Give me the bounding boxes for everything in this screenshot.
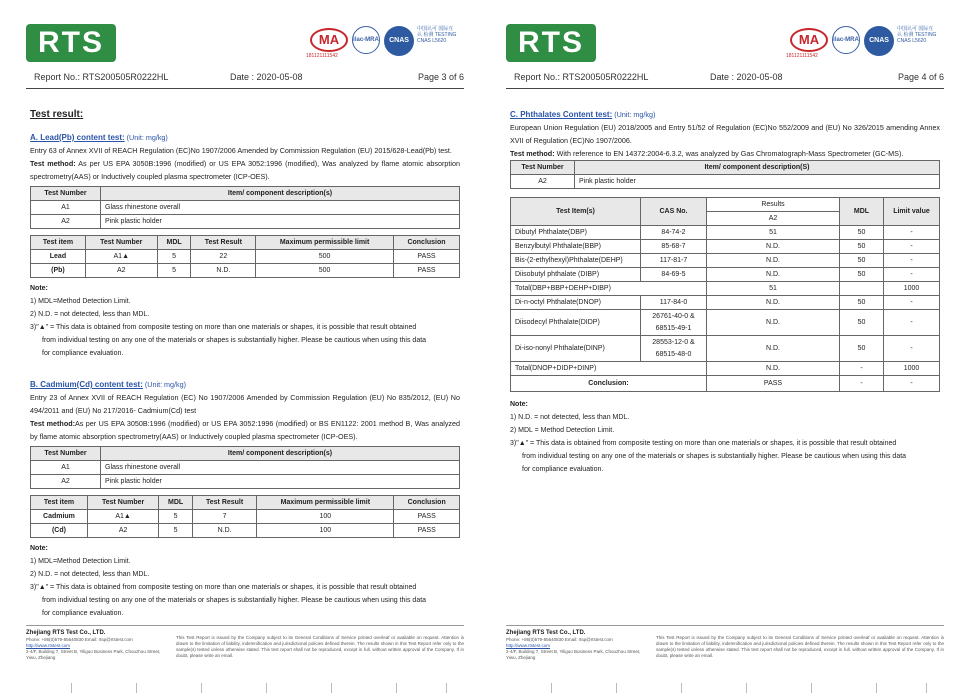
table-cell: 117-84-0 (641, 296, 707, 310)
cnas-text: 中国认可 国际互认 检测 TESTING CNAS L5620 (417, 26, 457, 44)
method-label: Test method: (30, 159, 76, 168)
table-header: MDL (157, 236, 191, 250)
table-row (511, 254, 940, 268)
table-cell: Pink plastic holder (575, 175, 940, 189)
table-cell: N.D. (707, 254, 840, 268)
table-cell: 50 (840, 240, 884, 254)
ma-logo: MA (310, 28, 348, 52)
section-a-items-table (30, 186, 460, 229)
page-content (30, 108, 460, 620)
note-line: for compliance evaluation. (42, 610, 124, 617)
table-cell: - (884, 240, 940, 254)
table-cell: A2 (87, 524, 158, 538)
table-cell: - (840, 362, 884, 376)
table-cell: PASS (394, 250, 460, 264)
section-a-method (30, 157, 460, 183)
table-cell: Lead (31, 250, 86, 264)
note-line: from individual testing on any one of the materials or shapes is substantially higher. Please be cautious when using this data (42, 597, 427, 604)
footer-address: 2-4/F, Building 7, Street B, Yiliguo Business Park, Chouzhou Street, Yiwu, Zhejiang (26, 649, 161, 660)
section-b-title: B. Cadmium(Cd) content test: (30, 380, 143, 389)
ilac-mra-logo: ilac-MRA (352, 26, 380, 54)
table-header: MDL (840, 198, 884, 226)
table-header-row (511, 198, 940, 212)
table-header: Test Item(s) (511, 198, 641, 226)
accreditation-logos (786, 26, 940, 60)
rts-logo: RTS (506, 24, 596, 62)
table-cell: N.D. (707, 310, 840, 336)
table-cell: N.D. (707, 240, 840, 254)
footer-ticks (506, 683, 944, 693)
table-header: Conclusion (394, 496, 460, 510)
table-cell: - (884, 254, 940, 268)
table-cell: (Cd) (31, 524, 88, 538)
footer-ticks (26, 683, 464, 693)
page-header (26, 18, 464, 82)
table-row (31, 250, 460, 264)
table-cell: 50 (840, 268, 884, 282)
table-row (31, 510, 460, 524)
header-divider (506, 88, 944, 89)
table-header: Conclusion (394, 236, 460, 250)
section-c-items-table (510, 160, 940, 189)
table-header-row (31, 187, 460, 201)
section-a-results-table (30, 235, 460, 278)
table-row (31, 524, 460, 538)
page-header (506, 18, 944, 82)
table-row (31, 201, 460, 215)
table-cell: 7 (192, 510, 256, 524)
page-number: Page 4 of 6 (897, 72, 944, 82)
table-cell: 50 (840, 254, 884, 268)
note-line: 2) MDL = Method Detection Limit. (510, 427, 615, 434)
footer-contact: Phone: +86(0)579-85640830 Email: rtsp@rtstest.com (506, 637, 613, 642)
table-cell: 5 (159, 510, 193, 524)
table-cell: N.D. (707, 296, 840, 310)
section-b-results-table (30, 495, 460, 538)
table-cell: Pink plastic holder (101, 215, 460, 229)
table-cell: Diisobutyl phthalate (DIBP) (511, 268, 641, 282)
section-b (30, 378, 460, 620)
footer-address: 2-4/F, Building 7, Street B, Yiliguo Business Park, Chouzhou Street, Yiwu, Zhejiang (506, 649, 641, 660)
table-row (31, 475, 460, 489)
table-cell: - (884, 268, 940, 282)
report-date: Date : 2020-05-08 (710, 72, 783, 82)
table-header: Test item (31, 496, 88, 510)
table-cell: PASS (394, 524, 460, 538)
table-header-row (31, 496, 460, 510)
table-cell: Di-n-octyl Phthalate(DNOP) (511, 296, 641, 310)
table-row (511, 376, 940, 392)
table-header: Test Number (31, 187, 101, 201)
table-cell: 1000 (884, 362, 940, 376)
table-cell: 50 (840, 310, 884, 336)
table-cell: Dibutyl Phthalate(DBP) (511, 226, 641, 240)
table-row (511, 362, 940, 376)
rts-logo: RTS (26, 24, 116, 62)
table-header: Test Result (192, 496, 256, 510)
table-header: Test item (31, 236, 86, 250)
section-c-method (510, 147, 940, 160)
note-title: Note: (30, 545, 48, 552)
table-cell: A1 (31, 461, 101, 475)
table-cell: 84-69-5 (641, 268, 707, 282)
table-row (511, 336, 940, 362)
section-a-notes (30, 282, 460, 360)
table-header-row (511, 161, 940, 175)
table-cell: 51 (707, 226, 840, 240)
section-a-unit: (Unit: mg/kg) (124, 133, 168, 142)
table-row (511, 175, 940, 189)
table-cell: Benzylbutyl Phthalate(BBP) (511, 240, 641, 254)
note-line: from individual testing on any one of the materials or shapes is substantially higher. Please be cautious when using this data (522, 453, 907, 460)
note-line: 3)"▲" = This data is obtained from composite testing on more than one materials or shapes, it is possible that result obtained (30, 324, 417, 331)
table-header: Item/ component description(s) (101, 447, 460, 461)
table-cell: Bis-(2-ethylhexyl)Phthalate(DEHP) (511, 254, 641, 268)
table-row (511, 282, 940, 296)
table-header: Item/ component description(s) (101, 187, 460, 201)
table-row (511, 268, 940, 282)
section-c-notes (510, 398, 940, 476)
table-cell: N.D. (191, 264, 256, 278)
table-cell: A2 (31, 215, 101, 229)
table-cell: - (884, 310, 940, 336)
method-label: Test method: (30, 419, 75, 428)
table-cell: 100 (257, 510, 394, 524)
table-cell: Diisodecyl Phthalate(DIDP) (511, 310, 641, 336)
note-title: Note: (30, 285, 48, 292)
table-header: MDL (159, 496, 193, 510)
table-header: Test Result (191, 236, 256, 250)
table-row (511, 310, 940, 336)
method-label: Test method: (510, 149, 555, 158)
page-footer (26, 625, 464, 681)
section-c-results-table (510, 197, 940, 392)
table-cell: PASS (394, 264, 460, 278)
table-cell: N.D. (707, 268, 840, 282)
table-cell: Glass rhinestone overall (101, 201, 460, 215)
table-cell: - (884, 296, 940, 310)
table-cell: A1▲ (87, 510, 158, 524)
method-text: With reference to EN 14372:2004-6.3.2, was analyzed by Gas Chromatograph-Mass Spectrometer (GC-MS). (554, 149, 904, 158)
table-cell: 5 (157, 264, 191, 278)
page-content (510, 108, 940, 476)
table-row (511, 296, 940, 310)
table-cell: N.D. (192, 524, 256, 538)
table-header: Test Number (31, 447, 101, 461)
table-cell: 500 (256, 264, 394, 278)
method-text: As per US EPA 3050B:1996 (modified) or US EPA 3052:1996 (modified), Was analyzed by flame atomic absorption spectrometry(AAS) or Inductively coupled plasma spectrometer (ICP-OES). (30, 159, 460, 181)
ma-number: 181121111542 (306, 53, 338, 59)
table-cell: (Pb) (31, 264, 86, 278)
table-cell: A1 (31, 201, 101, 215)
page-footer (506, 625, 944, 681)
section-b-entry: Entry 23 of Annex XVII of REACH Regulation (EC) No 1907/2006 Amended by Commission Regulation (EU) No 835/2012, (EU) No 494/2011 and (EU) No 217/2016- Cadmium(Cd) test (30, 393, 460, 415)
table-cell: PASS (394, 510, 460, 524)
conclusion-label: Conclusion: (511, 376, 707, 392)
note-line: 3)"▲" = This data is obtained from composite testing on more than one materials or shapes, it is possible that result obtained (30, 584, 417, 591)
table-cell: - (884, 376, 940, 392)
note-line: 1) MDL=Method Detection Limit. (30, 298, 131, 305)
table-cell: PASS (707, 376, 840, 392)
table-cell: A2 (31, 475, 101, 489)
ma-logo: MA (790, 28, 828, 52)
note-line: for compliance evaluation. (522, 466, 604, 473)
table-cell: N.D. (707, 362, 840, 376)
table-header: Test Number (85, 236, 157, 250)
table-cell: 51 (707, 282, 840, 296)
table-cell: - (884, 336, 940, 362)
report-page-3 (4, 0, 474, 693)
section-c-entry: European Union Regulation (EU) 2018/2005 and Entry 51/52 of Regulation (EC)No 552/2009 and (EU) No 326/2015 amending Annex XVII of Regulation (EC)No 1907/2006. (510, 123, 940, 145)
footer-disclaimer: This Test Report is issued by the Company subject to its General Conditions of Service printed overleaf or available on request. Attention is drawn to the limitation of liability, indemnification and jurisdictional policies defined therein. The results shown in this Test Report refer only to the sample(s) tested unless otherwise stated. This test report shall not be reproduced, except in full, without written approval of the Company. If in doubt, please write an email. (656, 635, 944, 658)
section-c-title: C. Phthalates Content test: (510, 110, 613, 119)
note-line: 1) MDL=Method Detection Limit. (30, 558, 131, 565)
note-line: 1) N.D. = not detected, less than MDL. (510, 414, 630, 421)
page-number: Page 3 of 6 (417, 72, 464, 82)
table-cell: Cadmium (31, 510, 88, 524)
table-header: Test Number (511, 161, 575, 175)
table-cell: 50 (840, 336, 884, 362)
section-b-method (30, 417, 460, 443)
table-cell: 50 (840, 296, 884, 310)
footer-website-link[interactable]: http://www.rtstest.com (26, 643, 71, 648)
section-a-title: A. Lead(Pb) content test: (30, 133, 125, 142)
method-text: As per US EPA 3050B:1996 (modified) or US EPA 3052:1996 (modified) or BS EN1122: 2001 method B, Was analyzed by flame atomic absorption spectrometry(AAS) or Inductively coupled plasma spectrometer (ICP-OES). (30, 419, 460, 441)
table-cell: 85-68-7 (641, 240, 707, 254)
table-cell: - (884, 226, 940, 240)
table-cell: Di-iso-nonyl Phthalate(DINP) (511, 336, 641, 362)
table-row (31, 215, 460, 229)
note-line: for compliance evaluation. (42, 350, 124, 357)
test-result-title: Test result: (30, 109, 84, 120)
table-cell: 117-81-7 (641, 254, 707, 268)
ma-number: 181121111542 (786, 53, 818, 59)
table-header: Results (707, 198, 840, 212)
report-number: Report No.: RTS200505R0222HL (514, 72, 649, 82)
footer-disclaimer: This Test Report is issued by the Company subject to its General Conditions of Service printed overleaf or available on request. Attention is drawn to the limitation of liability, indemnification and jurisdictional policies defined therein. The results shown in this Test Report refer only to the sample(s) tested unless otherwise stated. This test report shall not be reproduced, except in full, without written approval of the Company. If in doubt, please write an email. (176, 635, 464, 658)
note-line: 2) N.D. = not detected, less than MDL. (30, 311, 150, 318)
table-row (31, 264, 460, 278)
cnas-logo: CNAS (384, 26, 414, 56)
note-title: Note: (510, 401, 528, 408)
table-cell: 28553-12-0 & 68515-48-0 (641, 336, 707, 362)
table-cell: 5 (157, 250, 191, 264)
section-b-items-table (30, 446, 460, 489)
footer-company-info (506, 629, 646, 661)
table-cell: 84-74-2 (641, 226, 707, 240)
table-cell: 500 (256, 250, 394, 264)
accreditation-logos (306, 26, 460, 60)
table-header: A2 (707, 212, 840, 226)
table-header: Item/ component description(S) (575, 161, 940, 175)
section-c (510, 108, 940, 476)
footer-company: Zhejiang RTS Test Co., LTD. (506, 630, 586, 636)
table-cell: Glass rhinestone overall (101, 461, 460, 475)
section-b-notes (30, 542, 460, 620)
table-cell (840, 282, 884, 296)
table-cell: A2 (511, 175, 575, 189)
footer-website-link[interactable]: http://www.rtstest.com (506, 643, 551, 648)
table-cell: 26761-40-0 & 68515-49-1 (641, 310, 707, 336)
table-header: Maximum permissible limit (256, 236, 394, 250)
header-divider (26, 88, 464, 89)
section-a-entry: Entry 63 of Annex XVII of REACH Regulation (EC)No 1907/2006 Amended by Commission Regulation (EU) 2015/628-Lead(Pb) test. (30, 146, 452, 155)
table-header: Maximum permissible limit (257, 496, 394, 510)
table-row (511, 226, 940, 240)
table-cell: 22 (191, 250, 256, 264)
ilac-mra-logo: ilac-MRA (832, 26, 860, 54)
cnas-logo: CNAS (864, 26, 894, 56)
table-header-row (31, 447, 460, 461)
table-cell: 100 (257, 524, 394, 538)
footer-contact: Phone: +86(0)579-85640830 Email: rtsp@rtstest.com (26, 637, 133, 642)
section-c-unit: (Unit: mg/kg) (612, 110, 656, 119)
table-cell: Pink plastic holder (101, 475, 460, 489)
table-cell: 1000 (884, 282, 940, 296)
table-row (31, 461, 460, 475)
table-header: CAS No. (641, 198, 707, 226)
table-cell: A2 (85, 264, 157, 278)
footer-company-info (26, 629, 166, 661)
table-cell: 50 (840, 226, 884, 240)
report-date: Date : 2020-05-08 (230, 72, 303, 82)
table-row (511, 240, 940, 254)
note-line: 3)"▲" = This data is obtained from composite testing on more than one materials or shapes, it is possible that result obtained (510, 440, 897, 447)
table-cell: - (840, 376, 884, 392)
table-cell: Total(DBP+BBP+DEHP+DIBP) (511, 282, 707, 296)
section-b-unit: (Unit: mg/kg) (142, 380, 187, 389)
table-header: Limit value (884, 198, 940, 226)
table-cell: Total(DNOP+DIDP+DINP) (511, 362, 707, 376)
note-line: from individual testing on any one of the materials or shapes is substantially higher. Please be cautious when using this data (42, 337, 427, 344)
note-line: 2) N.D. = not detected, less than MDL. (30, 571, 150, 578)
table-header-row (31, 236, 460, 250)
section-a (30, 131, 460, 360)
table-header: Test Number (87, 496, 158, 510)
table-cell: N.D. (707, 336, 840, 362)
report-number: Report No.: RTS200505R0222HL (34, 72, 169, 82)
cnas-text: 中国认可 国际互认 检测 TESTING CNAS L5620 (897, 26, 937, 44)
footer-company: Zhejiang RTS Test Co., LTD. (26, 630, 106, 636)
table-cell: A1▲ (85, 250, 157, 264)
table-cell: 5 (159, 524, 193, 538)
report-page-4 (484, 0, 954, 693)
